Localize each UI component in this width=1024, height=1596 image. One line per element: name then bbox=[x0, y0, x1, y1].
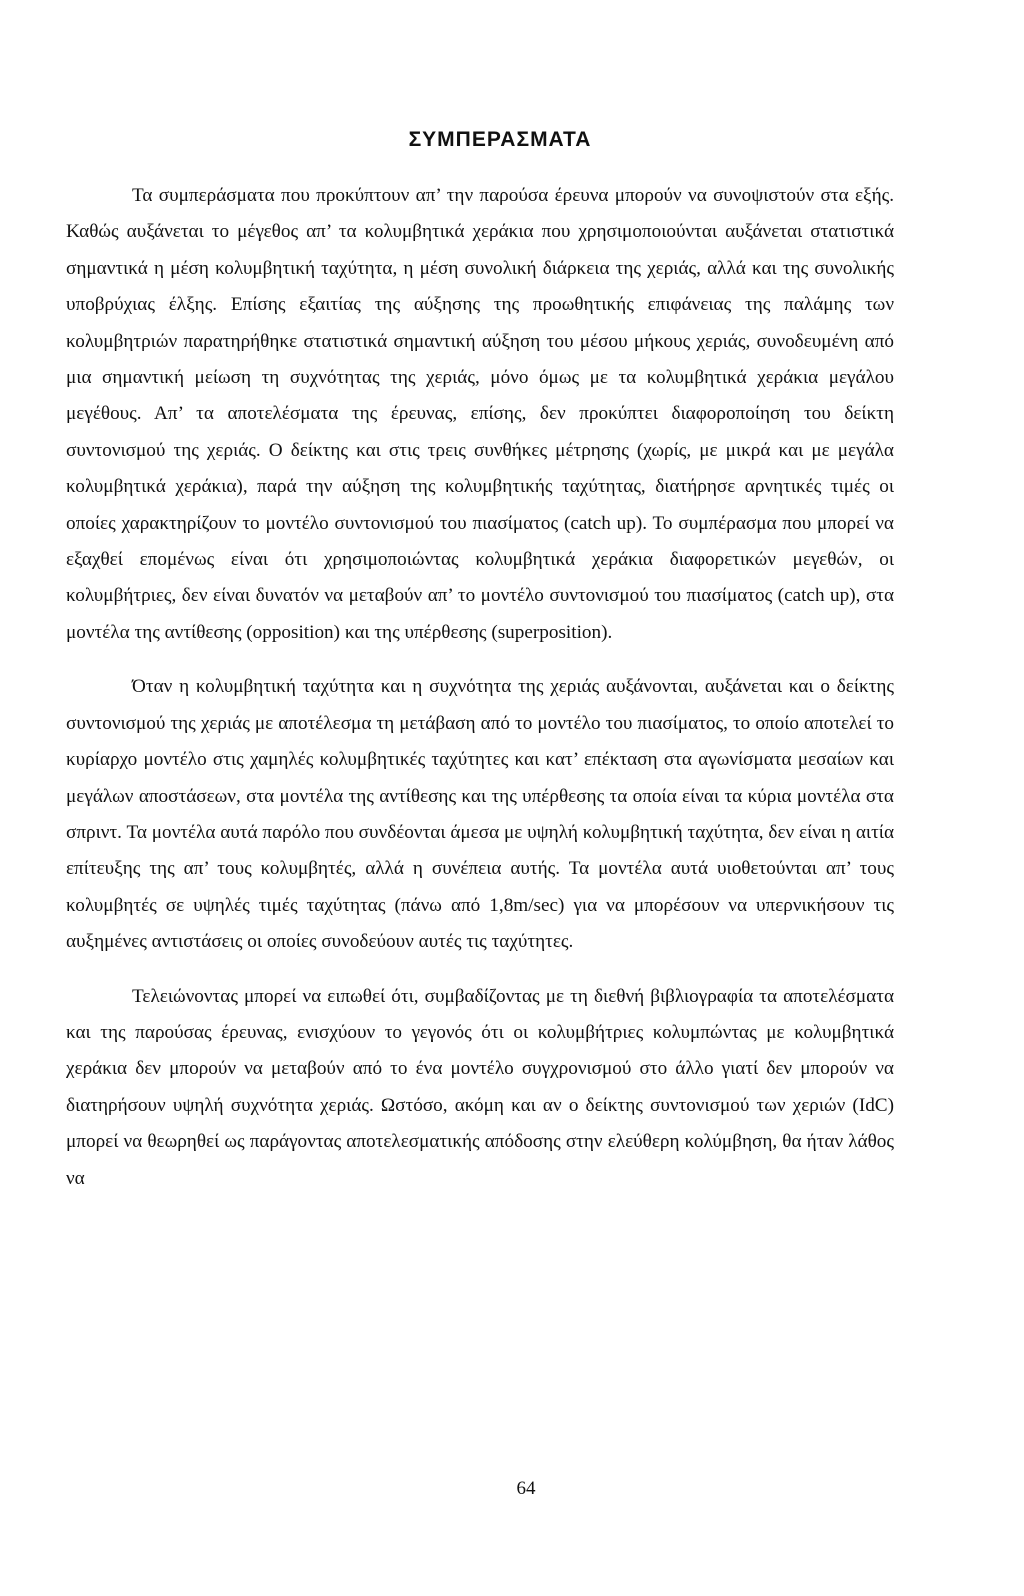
page-number: 64 bbox=[516, 1478, 536, 1499]
document-page bbox=[66, 128, 894, 1197]
paragraph-3: Τελειώνοντας μπορεί να ειπωθεί ότι, συμβαδίζοντας με τη διεθνή βιβλιογραφία τα αποτελέσματα και της παρούσας έρευνας, ενισχύουν το γεγονός ότι οι κολυμβήτριες κολυμπώντας με κολυμβητικά χεράκια δεν μπορούν να μεταβούν από το ένα μοντέλο συγχρονισμού στο άλλο γιατί δεν μπορούν να διατηρήσουν υψηλή συχνότητα χεριάς. Ωστόσο, ακόμη και αν ο δείκτης συντονισμού των χεριών (IdC) μπορεί να θεωρηθεί ως παράγοντας αποτελεσματικής απόδοσης στην ελεύθερη κολύμβηση, θα ήταν λάθος να bbox=[66, 985, 894, 1189]
paragraph-2: Όταν η κολυμβητική ταχύτητα και η συχνότητα της χεριάς αυξάνονται, αυξάνεται και ο δείκτης συντονισμού της χεριάς με αποτέλεσμα τη μετάβαση από το μοντέλο του πιασίματος, το οποίο αποτελεί το κυρίαρχο μοντέλο στις χαμηλές κολυμβητικές ταχύτητες και κατ’ επέκταση στα αγωνίσματα μεσαίων και μεγάλων αποστάσεων, στα μοντέλα της αντίθεσης και της υπέρθεσης τα οποία είναι τα κύρια μοντέλα στα σπριντ. Τα μοντέλα αυτά παρόλο που συνδέονται άμεσα με υψηλή κολυμβητική ταχύτητα, δεν είναι η αιτία επίτευξης της απ’ τους κολυμβητές, αλλά η συνέπεια αυτής. Τα μοντέλα αυτά υιοθετούνται απ’ τους κολυμβητές σε υψηλές τιμές ταχύτητας (πάνω από 1,8m/sec) για να μπορέσουν να υπερνικήσουν τις αυξημένες αντιστάσεις οι οποίες συνοδεύουν αυτές τις ταχύτητες. bbox=[66, 676, 894, 953]
paragraph-1: Τα συμπεράσματα που προκύπτουν απ’ την παρούσα έρευνα μπορούν να συνοψιστούν στα εξής. Καθώς αυξάνεται το μέγεθος απ’ τα κολυμβητικά χεράκια που χρησιμοποιούνται αυξάνεται στατιστικά σημαντικά η μέση κολυμβητική ταχύτητα, η μέση συνολική διάρκεια της χεριάς, αλλά και της συνολικής υποβρύχιας έλξης. Επίσης εξαιτίας της αύξησης της προωθητικής επιφάνειας της παλάμης των κολυμβητριών παρατηρήθηκε στατιστικά σημαντική αύξηση του μέσου μήκους χεριάς, συνοδευμένη από μια σημαντική μείωση τη συχνότητας της χεριάς, μόνο όμως με τα κολυμβητικά χεράκια μεγάλου μεγέθους. Απ’ τα αποτελέσματα της έρευνας, επίσης, δεν προκύπτει διαφοροποίηση του δείκτη συντονισμού της χεριάς. Ο δείκτης και στις τρεις συνθήκες μέτρησης (χωρίς, με μικρά και με μεγάλα κολυμβητικά χεράκια), παρά την αύξηση της κολυμβητικής ταχύτητας, διατήρησε αρνητικές τιμές οι οποίες χαρακτηρίζουν το μοντέλο συντονισμού του πιασίματος (catch up). Το συμπέρασμα που μπορεί να εξαχθεί επομένως είναι ότι χρησιμοποιώντας κολυμβητικά χεράκια διαφορετικών μεγεθών, οι κολυμβήτριες, δεν είναι δυνατόν να μεταβούν απ’ το μοντέλο συντονισμού του πιασίματος (catch up), στα μοντέλα της αντίθεσης (opposition) και της υπέρθεσης (superposition). bbox=[66, 185, 894, 643]
section-title: ΣΥΜΠΕΡΑΣΜΑΤΑ bbox=[408, 128, 592, 151]
